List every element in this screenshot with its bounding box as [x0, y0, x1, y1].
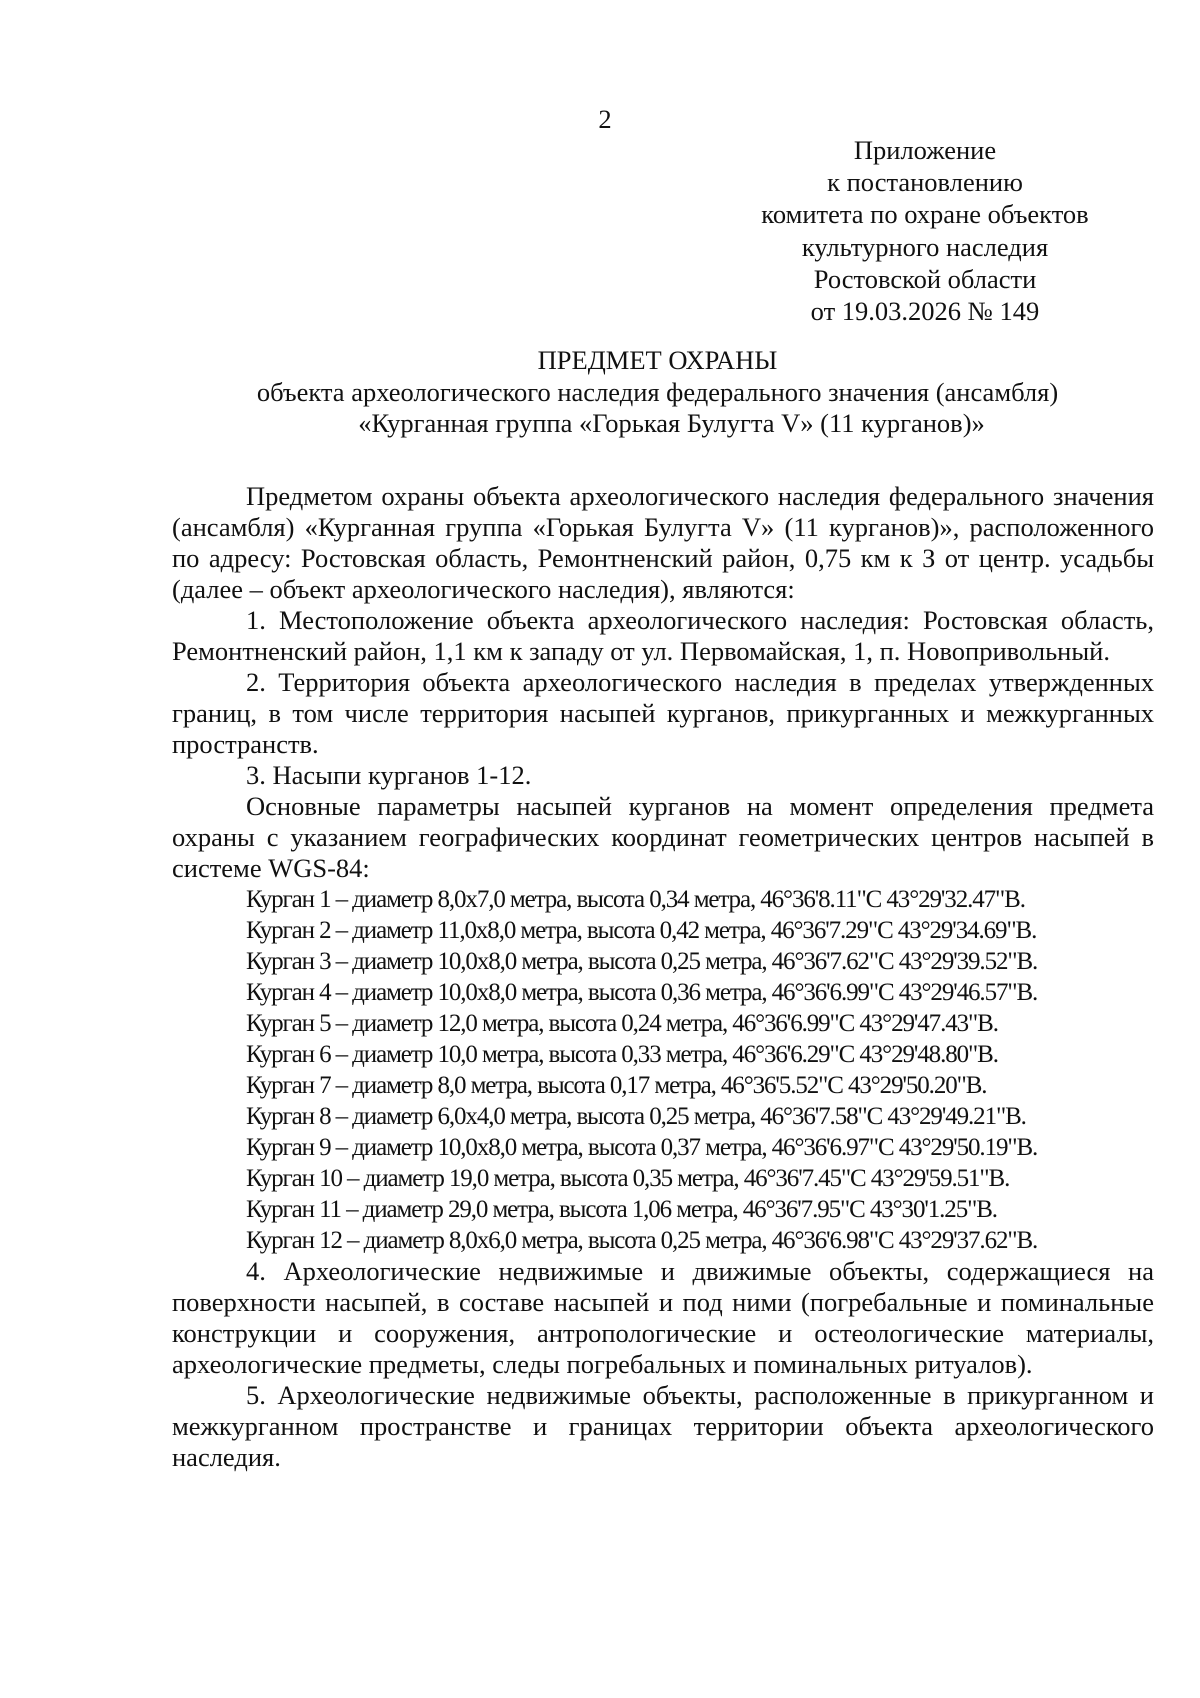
intro-paragraph: Предметом охраны объекта археологического наследия федерального значения (ансамбля) «Курганная группа «Горькая Булугта V» (11 курганов)», расположенного по адресу: Ростовская область, Ремонтненский район, 0,75 км к З от центр. усадьбы (далее – объект археологического наследия), являются:	[172, 481, 1154, 604]
mound-item: Курган 7 – диаметр 8,0 метра, высота 0,17 метра, 46°36'5.52"С 43°29'50.20"В.	[246, 1072, 987, 1099]
item-1-location: 1. Местоположение объекта археологического наследия: Ростовская область, Ремонтненский район, 1,1 км к западу от ул. Первомайская, 1, п. Новопривольный.	[172, 605, 1154, 666]
mound-item: Курган 11 – диаметр 29,0 метра, высота 1,06 метра, 46°36'7.95"С 43°30'1.25"В.	[246, 1196, 997, 1223]
page-number: 2	[598, 104, 612, 134]
appendix-line: к постановлению	[827, 167, 1023, 198]
item-3-mounds: 3. Насыпи курганов 1-12.	[246, 760, 532, 790]
document-body	[172, 481, 1154, 1473]
mound-item: Курган 2 – диаметр 11,0х8,0 метра, высота 0,42 метра, 46°36'7.29"С 43°29'34.69"В.	[246, 917, 1037, 944]
appendix-line: культурного наследия	[801, 231, 1049, 262]
item-2-territory: 2. Территория объекта археологического наследия в пределах утвержденных границ, в том числе территория насыпей курганов, прикурганных и межкурганных пространств.	[172, 667, 1154, 759]
title-subtitle: объекта археологического наследия федерального значения (ансамбля)	[256, 376, 1059, 407]
item-4-archaeological-objects: 4. Археологические недвижимые и движимые объекты, содержащиеся на поверхности насыпей, в составе насыпей и под ними (погребальные и поминальные конструкции и сооружения, антропологические и остеологические материалы, археологические предметы, следы погребальных и поминальных ритуалов).	[172, 1256, 1154, 1379]
mound-item: Курган 6 – диаметр 10,0 метра, высота 0,33 метра, 46°36'6.29"С 43°29'48.80"В.	[246, 1041, 998, 1068]
mound-item: Курган 8 – диаметр 6,0х4,0 метра, высота 0,25 метра, 46°36'7.58"С 43°29'49.21"В.	[246, 1103, 1026, 1130]
mound-item: Курган 1 – диаметр 8,0х7,0 метра, высота 0,34 метра, 46°36'8.11"С 43°29'32.47"В.	[246, 886, 1025, 913]
appendix-block	[730, 134, 1120, 327]
appendix-line: комитета по охране объектов	[761, 199, 1089, 230]
item-5-immovable-objects: 5. Археологические недвижимые объекты, расположенные в прикурганном и межкурганном пространстве и границах территории объекта археологического наследия.	[172, 1380, 1154, 1472]
mound-list	[172, 884, 1154, 1256]
mound-item: Курган 5 – диаметр 12,0 метра, высота 0,24 метра, 46°36'6.99"С 43°29'47.43"В.	[246, 1010, 998, 1037]
mound-item: Курган 9 – диаметр 10,0х8,0 метра, высота 0,37 метра, 46°36'6.97"С 43°29'50.19"В.	[246, 1134, 1038, 1161]
title-heading: ПРЕДМЕТ ОХРАНЫ	[537, 345, 778, 375]
title-object-name: «Курганная группа «Горькая Булугта V» (11 курганов)»	[358, 408, 985, 438]
mound-item: Курган 4 – диаметр 10,0х8,0 метра, высота 0,36 метра, 46°36'6.99"С 43°29'46.57"В.	[246, 979, 1038, 1006]
mound-item: Курган 10 – диаметр 19,0 метра, высота 0,35 метра, 46°36'7.45"С 43°29'59.51"В.	[246, 1165, 1010, 1192]
document-title	[160, 345, 1155, 440]
appendix-date-line: от 19.03.2026 № 149	[810, 296, 1040, 327]
appendix-line: Ростовской области	[813, 263, 1037, 294]
mound-item: Курган 3 – диаметр 10,0х8,0 метра, высота 0,25 метра, 46°36'7.62"С 43°29'39.52"В.	[246, 948, 1038, 975]
mound-item: Курган 12 – диаметр 8,0х6,0 метра, высота 0,25 метра, 46°36'6.98"С 43°29'37.62"В.	[246, 1227, 1038, 1254]
parameters-paragraph: Основные параметры насыпей курганов на момент определения предмета охраны с указанием географических координат геометрических центров насыпей в системе WGS-84:	[172, 791, 1154, 883]
appendix-line: Приложение	[853, 135, 997, 165]
